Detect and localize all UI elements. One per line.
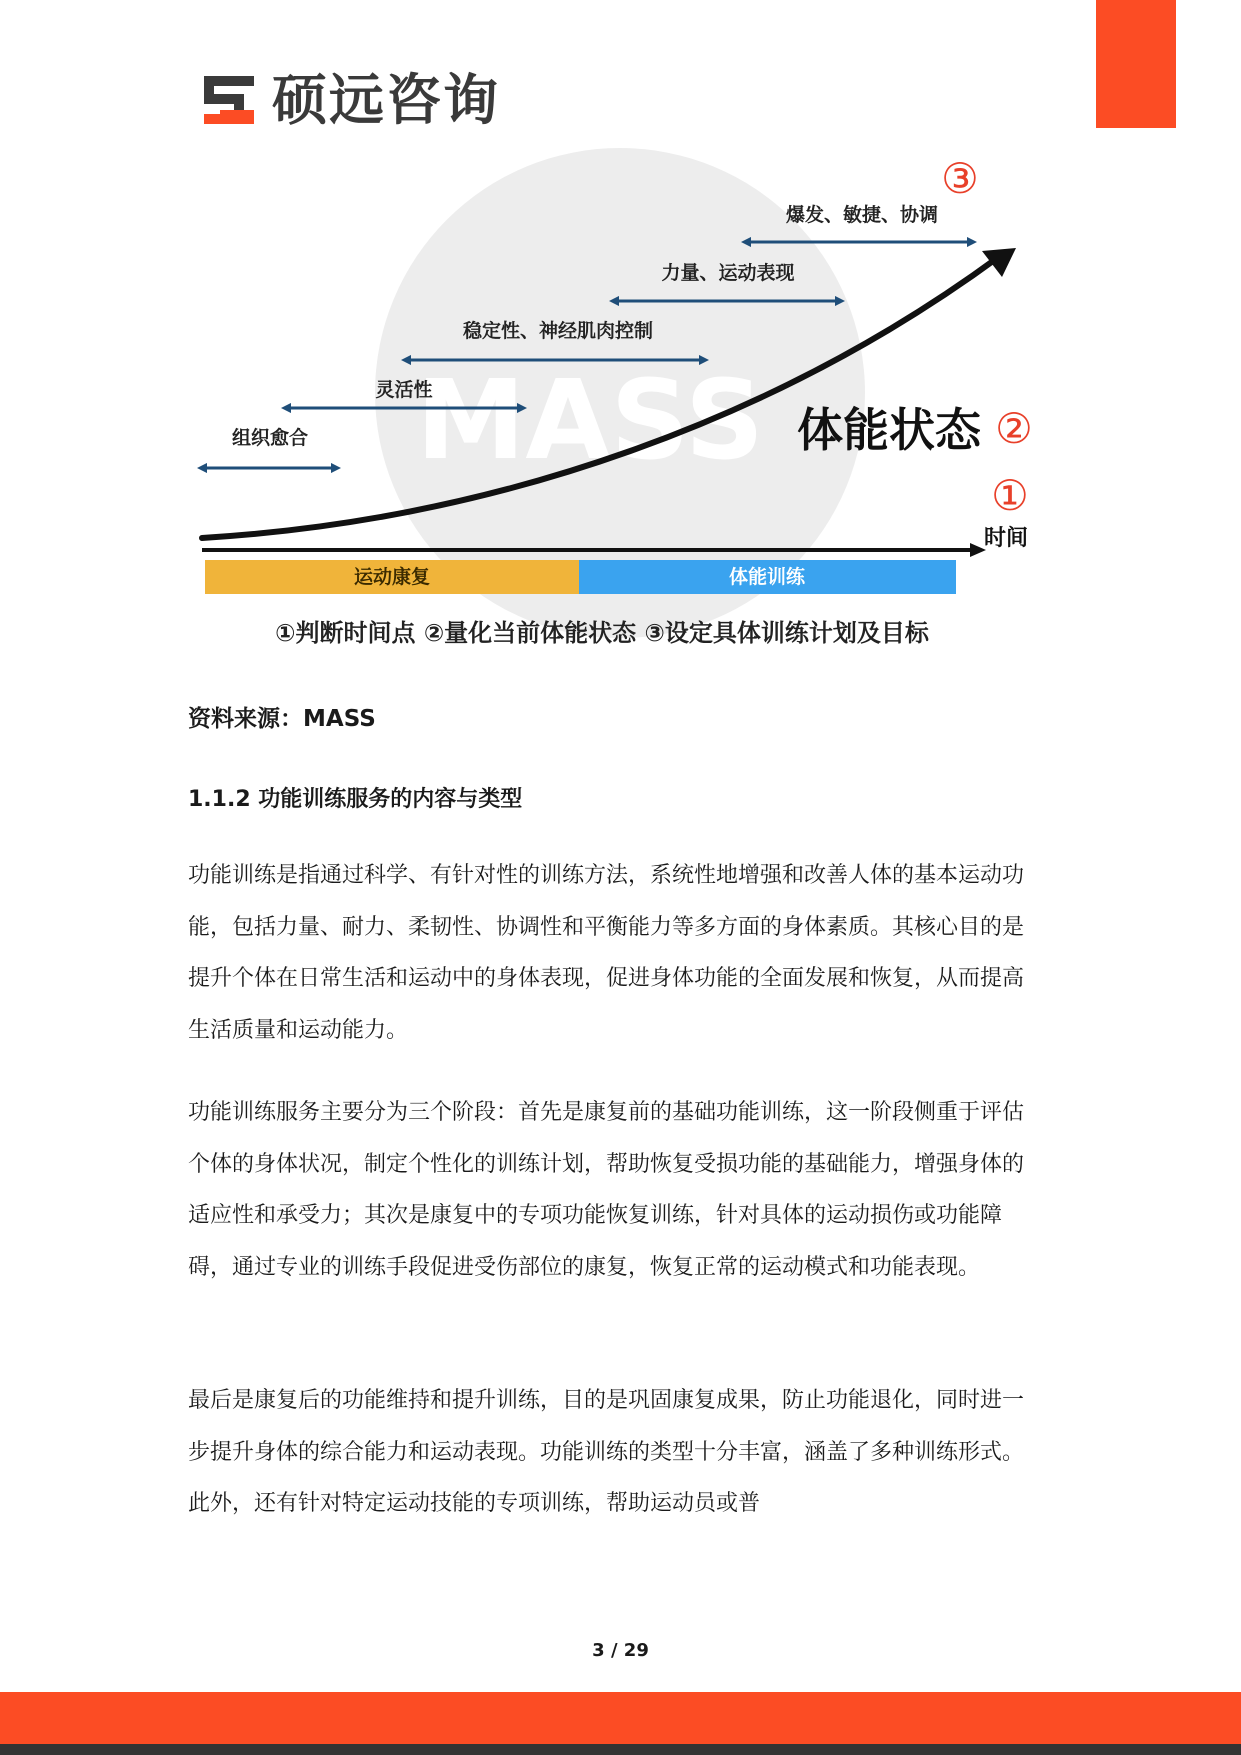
stage-label: 组织愈合 bbox=[231, 427, 309, 449]
stage-label: 力量、运动表现 bbox=[661, 262, 795, 284]
section-heading: 1.1.2 功能训练服务的内容与类型 bbox=[188, 787, 523, 812]
page-number: 3 / 29 bbox=[592, 1640, 649, 1661]
body-paragraph: 功能训练服务主要分为三个阶段：首先是康复前的基础功能训练，这一阶段侧重于评估个体的身体状况，制定个性化的训练计划，帮助恢复受损功能的基础能力，增强身体的适应性和承受力；其次是康复中的专项功能恢复训练，针对具体的运动损伤或功能障碍，通过专业的训练手段促进受伤部位的康复，恢复正常的运动模式和功能表现。 bbox=[188, 1100, 1025, 1280]
marker-2: ② bbox=[995, 404, 1033, 453]
training-stage-figure bbox=[190, 148, 1050, 658]
stage-label: 灵活性 bbox=[375, 379, 433, 401]
watermark-text: MASS bbox=[415, 356, 765, 484]
corner-accent-block bbox=[1096, 0, 1176, 128]
stage-label: 稳定性、神经肌肉控制 bbox=[462, 320, 654, 342]
body-paragraph: 功能训练是指通过科学、有针对性的训练方法，系统性地增强和改善人体的基本运动功能，包括力量、耐力、柔韧性、协调性和平衡能力等多方面的身体素质。其核心目的是提升个体在日常生活和运动中的身体表现，促进身体功能的全面发展和恢复，从而提高生活质量和运动能力。 bbox=[188, 863, 1025, 1043]
curve-label: 体能状态 bbox=[797, 403, 981, 457]
phase-label: 运动康复 bbox=[353, 566, 431, 588]
marker-1: ① bbox=[991, 471, 1029, 520]
s-mark-icon bbox=[200, 72, 258, 128]
marker-3: ③ bbox=[941, 154, 979, 203]
figure-source: 资料来源：MASS bbox=[188, 706, 376, 732]
phase-label: 体能训练 bbox=[728, 566, 806, 588]
figure-caption: ①判断时间点 ②量化当前体能状态 ③设定具体训练计划及目标 bbox=[275, 619, 929, 647]
stage-label: 爆发、敏捷、协调 bbox=[785, 204, 939, 226]
footer-accent-bar bbox=[0, 1692, 1241, 1744]
axis-label: 时间 bbox=[983, 526, 1029, 551]
company-logo bbox=[200, 70, 500, 130]
logo-text: 硕远咨询 bbox=[272, 68, 501, 132]
body-paragraph: 最后是康复后的功能维持和提升训练，目的是巩固康复成果，防止功能退化，同时进一步提升身体的综合能力和运动表现。功能训练的类型十分丰富，涵盖了多种训练形式。此外，还有针对特定运动技能的专项训练，帮助运动员或普 bbox=[188, 1388, 1025, 1516]
footer-dark-strip bbox=[0, 1744, 1241, 1755]
